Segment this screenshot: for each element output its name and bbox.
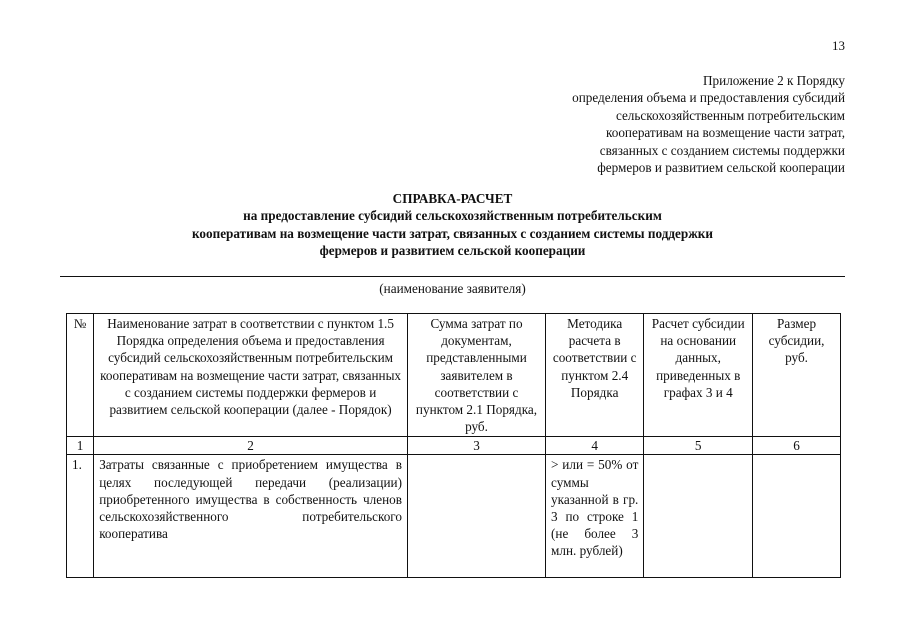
header-method: Методика расчета в соответствии с пунктом 2.4 Порядка (546, 314, 644, 437)
document-title (60, 190, 845, 260)
row-method: > или = 50% от суммы указанной в гр. 3 по строке 1 (не более 3 млн. рублей) (546, 455, 644, 578)
title-line: фермеров и развитием сельской кооперации (319, 243, 586, 259)
column-number: 3 (407, 437, 545, 455)
appendix-line: сельскохозяйственным потребительским (615, 107, 845, 123)
appendix-line: определения объема и предоставления субсидий (572, 90, 845, 106)
appendix-line: фермеров и развитием сельской кооперации (597, 160, 845, 176)
header-number: № (67, 314, 94, 437)
appendix-line: Приложение 2 к Порядку (703, 73, 845, 88)
calculation-table (66, 313, 841, 578)
row-subsidy-size (753, 455, 841, 578)
page-number: 13 (832, 38, 845, 53)
title-heading: СПРАВКА-РАСЧЕТ (392, 191, 513, 206)
table-header-row (67, 314, 841, 437)
title-line: кооперативам на возмещение части затрат, связанных с созданием системы поддержки (191, 225, 713, 241)
row-calculation (644, 455, 753, 578)
row-cost-sum (407, 455, 545, 578)
header-subsidy-size: Размер субсидии, руб. (753, 314, 841, 437)
column-number: 4 (546, 437, 644, 455)
column-number-row (67, 437, 841, 455)
column-number: 6 (753, 437, 841, 455)
row-cost-name: Затраты связанные с приобретением имущества в целях последующей передачи (реализации) приобретенного имущества в собственность членов сельскохозяйственного потребительского кооператива (94, 455, 408, 578)
title-line: на предоставление субсидий сельскохозяйственным потребительским (243, 208, 662, 224)
header-cost-sum: Сумма затрат по документам, представленными заявителем в соответствии с пунктом 2.1 Порядка, руб. (407, 314, 545, 437)
applicant-caption: (наименование заявителя) (379, 281, 526, 296)
column-number: 1 (67, 437, 94, 455)
appendix-line: кооперативам на возмещение части затрат, (605, 125, 845, 141)
column-number: 2 (94, 437, 408, 455)
table-row (67, 455, 841, 578)
row-number: 1. (67, 455, 94, 578)
appendix-line: связанных с созданием системы поддержки (599, 142, 845, 158)
header-cost-name: Наименование затрат в соответствии с пунктом 1.5 Порядка определения объема и предоставления субсидий сельскохозяйственным потребительским кооперативам на возмещение части затрат, связанных с созданием системы поддержки фермеров и развитием сельской кооперации (далее - Порядок) (94, 314, 408, 437)
header-calculation: Расчет субсидии на основании данных, приведенных в графах 3 и 4 (644, 314, 753, 437)
column-number: 5 (644, 437, 753, 455)
appendix-block (485, 72, 845, 176)
applicant-name-line (60, 276, 845, 277)
